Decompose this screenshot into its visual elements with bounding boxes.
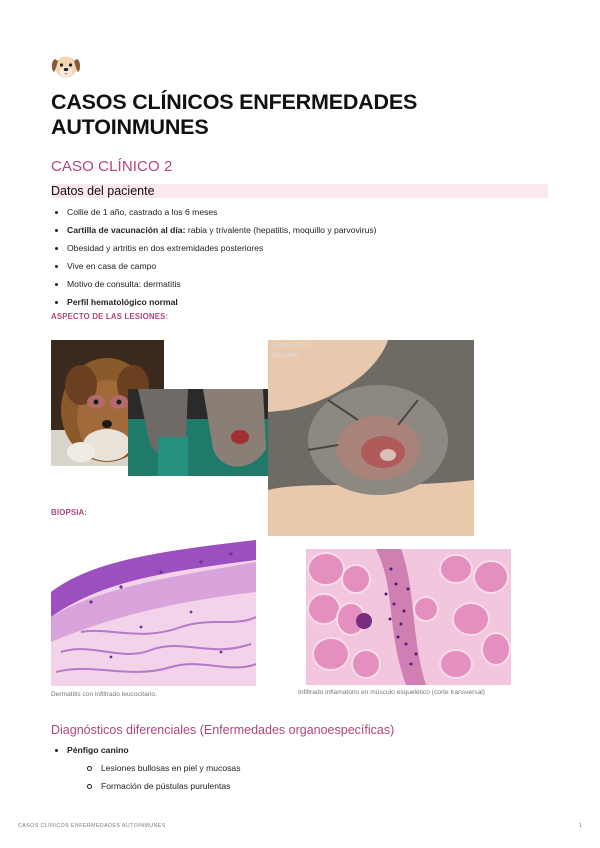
sub-list-item: Lesiones bullosas en piel y mucosas (67, 759, 451, 777)
patient-data-list (51, 203, 551, 311)
muscle-histology-image (306, 549, 511, 685)
list-item: Motivo de consulta: dermatitis (51, 275, 551, 293)
skin-histology-image (51, 532, 256, 686)
biopsy-caption-left: Dermatitis con infiltrado leucocitario. (51, 691, 157, 698)
list-item: Vive en casa de campo (51, 257, 551, 275)
lesions-label: ASPECTO DE LAS LESIONES: (51, 312, 169, 321)
ear-lesion-photo (268, 340, 474, 536)
list-item: Collie de 1 año, castrado a los 6 meses (51, 203, 551, 221)
patient-data-heading: Datos del paciente (51, 184, 548, 198)
biopsy-label: BIOPSIA: (51, 508, 88, 517)
differential-diagnosis-heading: Diagnósticos diferenciales (Enfermedades organoespecíficas) (51, 723, 395, 737)
differential-diagnosis-list (51, 741, 451, 795)
photo-watermark: López 2003 (273, 342, 310, 349)
list-item: Cartilla de vacunación al día: rabia y trivalente (hepatitis, moquillo y parvovirus) (51, 221, 551, 239)
sub-list-item: Formación de pústulas purulentas (67, 777, 451, 795)
page-title: CASOS CLÍNICOS ENFERMEDADES AUTOINMUNES (51, 90, 418, 139)
list-item: Obesidad y artritis en dos extremidades posteriores (51, 239, 551, 257)
footer-title: CASOS CLÍNICOS ENFERMEDADES AUTOINMUNES (18, 823, 166, 829)
legs-lesion-photo (128, 389, 268, 476)
case-title: CASO CLÍNICO 2 (51, 158, 173, 175)
page-number: 1 (579, 823, 582, 829)
list-item: Perfil hematológico normal (51, 293, 551, 311)
list-item: Pénfigo canino Lesiones bullosas en piel y mucosas Formación de pústulas purulentas (51, 741, 451, 795)
dog-face-icon (50, 52, 82, 80)
biopsy-caption-right: Infiltrado inflamatorio en músculo esquelético (corte transversal) (298, 689, 485, 696)
photo-watermark: de León (273, 352, 299, 359)
